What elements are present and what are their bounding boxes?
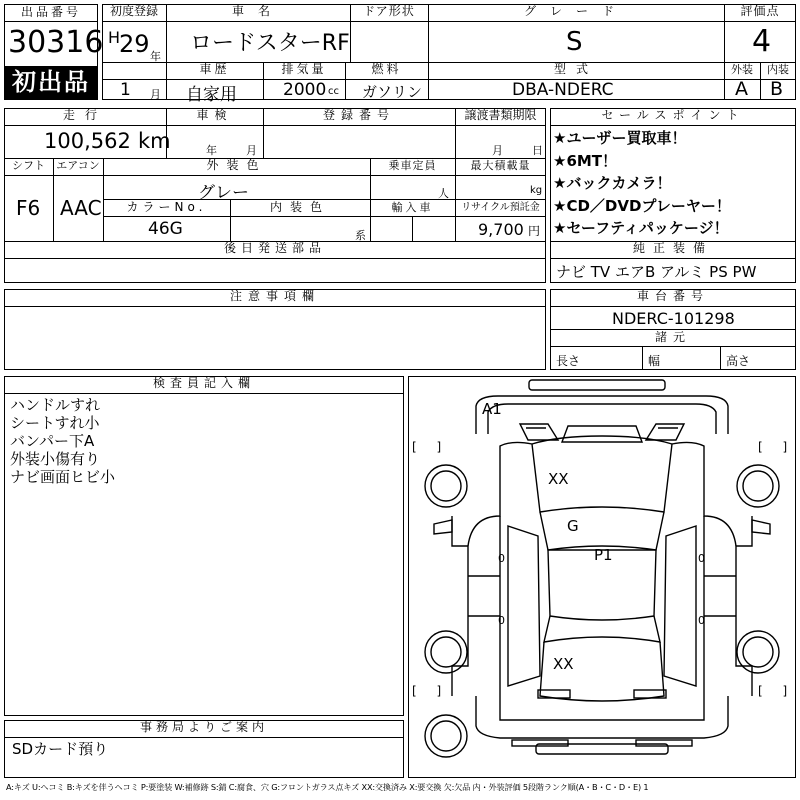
door-label: ドア形状 <box>363 4 415 18</box>
recycle-value: 9,700 <box>478 220 524 239</box>
transfer-month-unit: 月 <box>492 144 503 157</box>
color-no-value: 46G <box>148 219 183 239</box>
reg-month: 1 <box>120 80 131 100</box>
damage-mark: P1 <box>594 546 613 564</box>
bracket-rear-right: [ ] <box>758 684 796 698</box>
height-label: 高さ <box>726 354 751 368</box>
inspector-note: シートすれ小 <box>10 414 100 432</box>
sales-point: ★6MT！ <box>553 151 618 170</box>
chassis-label: 車台番号 <box>636 289 709 303</box>
interior-color-unit: 系 <box>355 229 366 242</box>
inspector-note: 外装小傷有り <box>10 450 101 468</box>
fuel-value: ガソリン <box>362 83 423 101</box>
recycle-label: リサイクル預託金 <box>461 202 540 213</box>
door-mark-left-rear: 0 <box>498 614 505 627</box>
equipment-label: 純正装備 <box>632 241 713 255</box>
displacement-value: 2000 <box>283 80 327 100</box>
car-name: ロードスターRF <box>190 31 350 56</box>
office-label: 事務局よりご案内 <box>139 720 268 734</box>
grade-value: S <box>566 27 583 57</box>
inspector-note: ナビ画面ヒビ小 <box>10 468 116 486</box>
color-value: グレー <box>198 183 249 203</box>
legend: A:キズ U:ヘコミ B:キズを伴うヘコミ P:要塗装 W:補修跡 S:錆 C:腐食、穴 G:フロントガラス点キズ XX:交換済み X:要交換 欠:欠品 内・外装評価 5段階ランク順(A・B・C・D・E) 1 <box>6 782 649 792</box>
equipment-value: ナビ TV エアB アルミ PS PW <box>556 263 757 281</box>
history-value: 自家用 <box>186 85 237 105</box>
fuel-label: 燃料 <box>371 62 402 76</box>
inspector-note: ハンドルすれ <box>10 396 101 414</box>
door-mark-left-front: 0 <box>498 552 505 565</box>
interior-color-label: 内装色 <box>269 200 330 214</box>
car-name-label: 車名 <box>231 4 284 18</box>
history-label: 車歴 <box>199 62 230 76</box>
inspector-notes <box>10 396 115 486</box>
cc-unit: cc <box>328 86 339 97</box>
capacity-unit: 人 <box>438 187 449 200</box>
model-value: DBA-NDERC <box>512 80 614 100</box>
load-unit: kg <box>530 185 543 196</box>
mileage-value: 100,562 <box>44 129 131 153</box>
transfer-label: 譲渡書類期限 <box>464 108 537 122</box>
inspection-month-unit: 月 <box>246 144 257 157</box>
sales-point: ★ユーザー買取車！ <box>553 129 687 147</box>
color-no-label: カラーNo. <box>126 200 207 214</box>
exterior-grade-label: 外装 <box>731 63 753 76</box>
chassis-value: NDERC-101298 <box>612 309 735 328</box>
sales-point: ★CD／DVDプレーヤー！ <box>553 196 731 215</box>
score-value: 4 <box>752 24 772 59</box>
reg-number-label: 登録番号 <box>322 108 395 122</box>
damage-mark: XX <box>553 655 574 673</box>
lot-number: 30316 <box>8 25 104 60</box>
reg-label: 初度登録 <box>109 4 158 18</box>
aircon-value: AAC <box>60 196 102 220</box>
specs-label: 諸元 <box>654 330 691 344</box>
first-listing-badge: 初出品 <box>5 66 97 99</box>
mileage-label: 走行 <box>62 108 107 122</box>
load-label: 最大積載量 <box>470 159 531 172</box>
sales-points-label: セールスポイント <box>601 108 745 122</box>
reg-year: 29 <box>119 30 150 58</box>
later-parts-label: 後日発送部品 <box>223 241 326 255</box>
bracket-front-right: [ ] <box>758 440 796 454</box>
model-label: 型式 <box>553 62 598 76</box>
exterior-grade: A <box>735 78 748 100</box>
bracket-rear-left: [ ] <box>412 684 450 698</box>
door-mark-right-front: 0 <box>698 552 705 565</box>
inspector-note: バンパー下A <box>10 432 95 450</box>
capacity-label: 乗車定員 <box>388 159 437 172</box>
reg-year-unit: 年 <box>150 50 161 63</box>
lot-number-label: 出品番号 <box>4 4 98 22</box>
color-label: 外装色 <box>206 158 267 172</box>
shift-label: シフト <box>12 159 45 172</box>
interior-grade-label: 内装 <box>767 63 789 76</box>
door-mark-right-rear: 0 <box>698 614 705 627</box>
length-label: 長さ <box>556 354 581 368</box>
damage-mark: XX <box>548 470 569 488</box>
damage-mark: A1 <box>482 400 502 418</box>
car-diagram <box>408 376 796 778</box>
reg-month-unit: 月 <box>150 88 161 101</box>
sales-point: ★セーフティパッケージ！ <box>553 219 729 237</box>
caution-label: 注意事項欄 <box>229 289 320 303</box>
sales-point: ★バックカメラ！ <box>553 174 672 192</box>
aircon-label: エアコン <box>56 159 100 172</box>
interior-grade: B <box>770 78 784 100</box>
yen-unit: 円 <box>528 224 541 238</box>
inspection-year-unit: 年 <box>206 144 217 157</box>
score-label: 評価点 <box>740 4 780 18</box>
inspection-label: 車検 <box>196 108 233 122</box>
bracket-front-left: [ ] <box>412 440 450 454</box>
inspector-label: 検査員記入欄 <box>152 376 255 390</box>
import-label: 輸入車 <box>391 201 434 214</box>
km-unit: km <box>138 129 171 153</box>
office-note: SDカード預り <box>12 740 109 758</box>
transfer-day-unit: 日 <box>532 144 543 157</box>
sales-points-list <box>553 127 731 240</box>
damage-mark: G <box>567 517 579 535</box>
width-label: 幅 <box>648 354 661 368</box>
displacement-label: 排気量 <box>281 62 327 76</box>
reg-era: H <box>108 28 121 47</box>
shift-value: F6 <box>16 196 41 220</box>
grade-label: グレード <box>523 4 628 18</box>
